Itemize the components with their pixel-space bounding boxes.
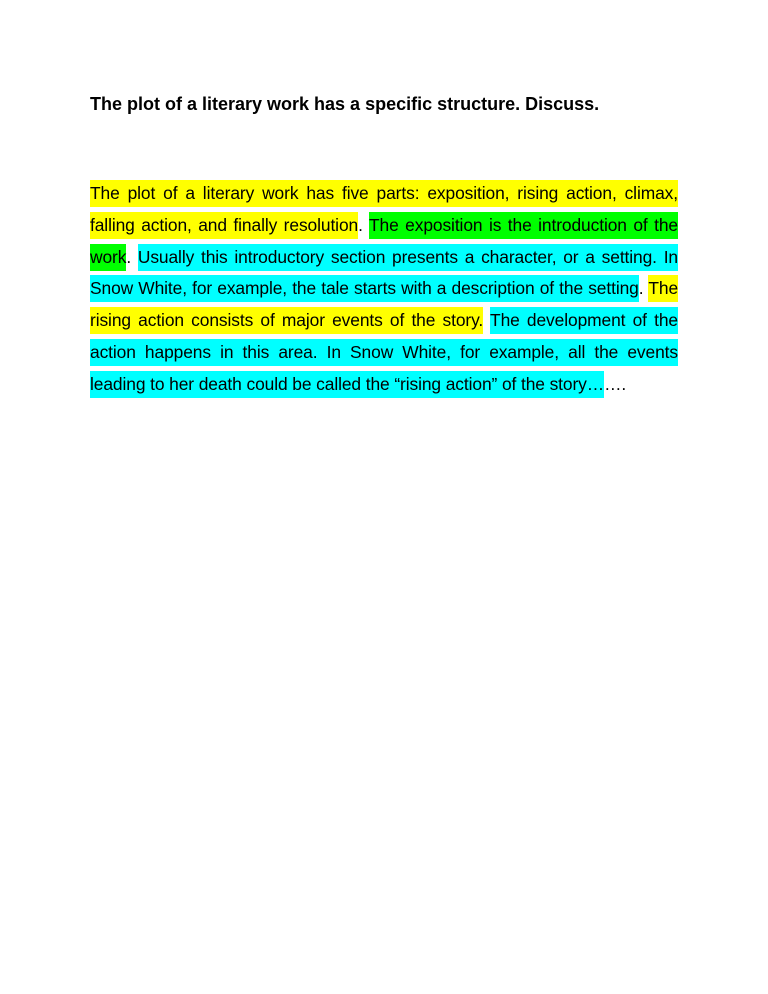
- highlight-cyan-segment: Usually this introductory section presents a character, or a setting. In Snow White, for example, the tale starts with a description of the setting: [90, 244, 678, 303]
- highlight-cyan-segment: The development of the action happens in this area. In Snow White, for example, all the events leading to her death could be called the “rising action” of the story…: [90, 307, 678, 398]
- text-segment: .: [126, 246, 138, 267]
- highlight-yellow-segment: The plot of a literary work has five parts: exposition, rising action, climax, falling action, and finally resolution: [90, 180, 678, 239]
- highlight-green-segment: The exposition is the introduction of the work: [90, 212, 678, 271]
- document-heading: The plot of a literary work has a specific structure. Discuss.: [90, 94, 600, 114]
- text-segment: .: [638, 278, 649, 299]
- document-paragraph: [90, 178, 678, 401]
- text-segment: .: [358, 214, 369, 235]
- text-segment: ….: [604, 373, 627, 394]
- text-segment: [483, 310, 490, 330]
- highlight-yellow-segment: The rising action consists of major events of the story.: [90, 275, 678, 334]
